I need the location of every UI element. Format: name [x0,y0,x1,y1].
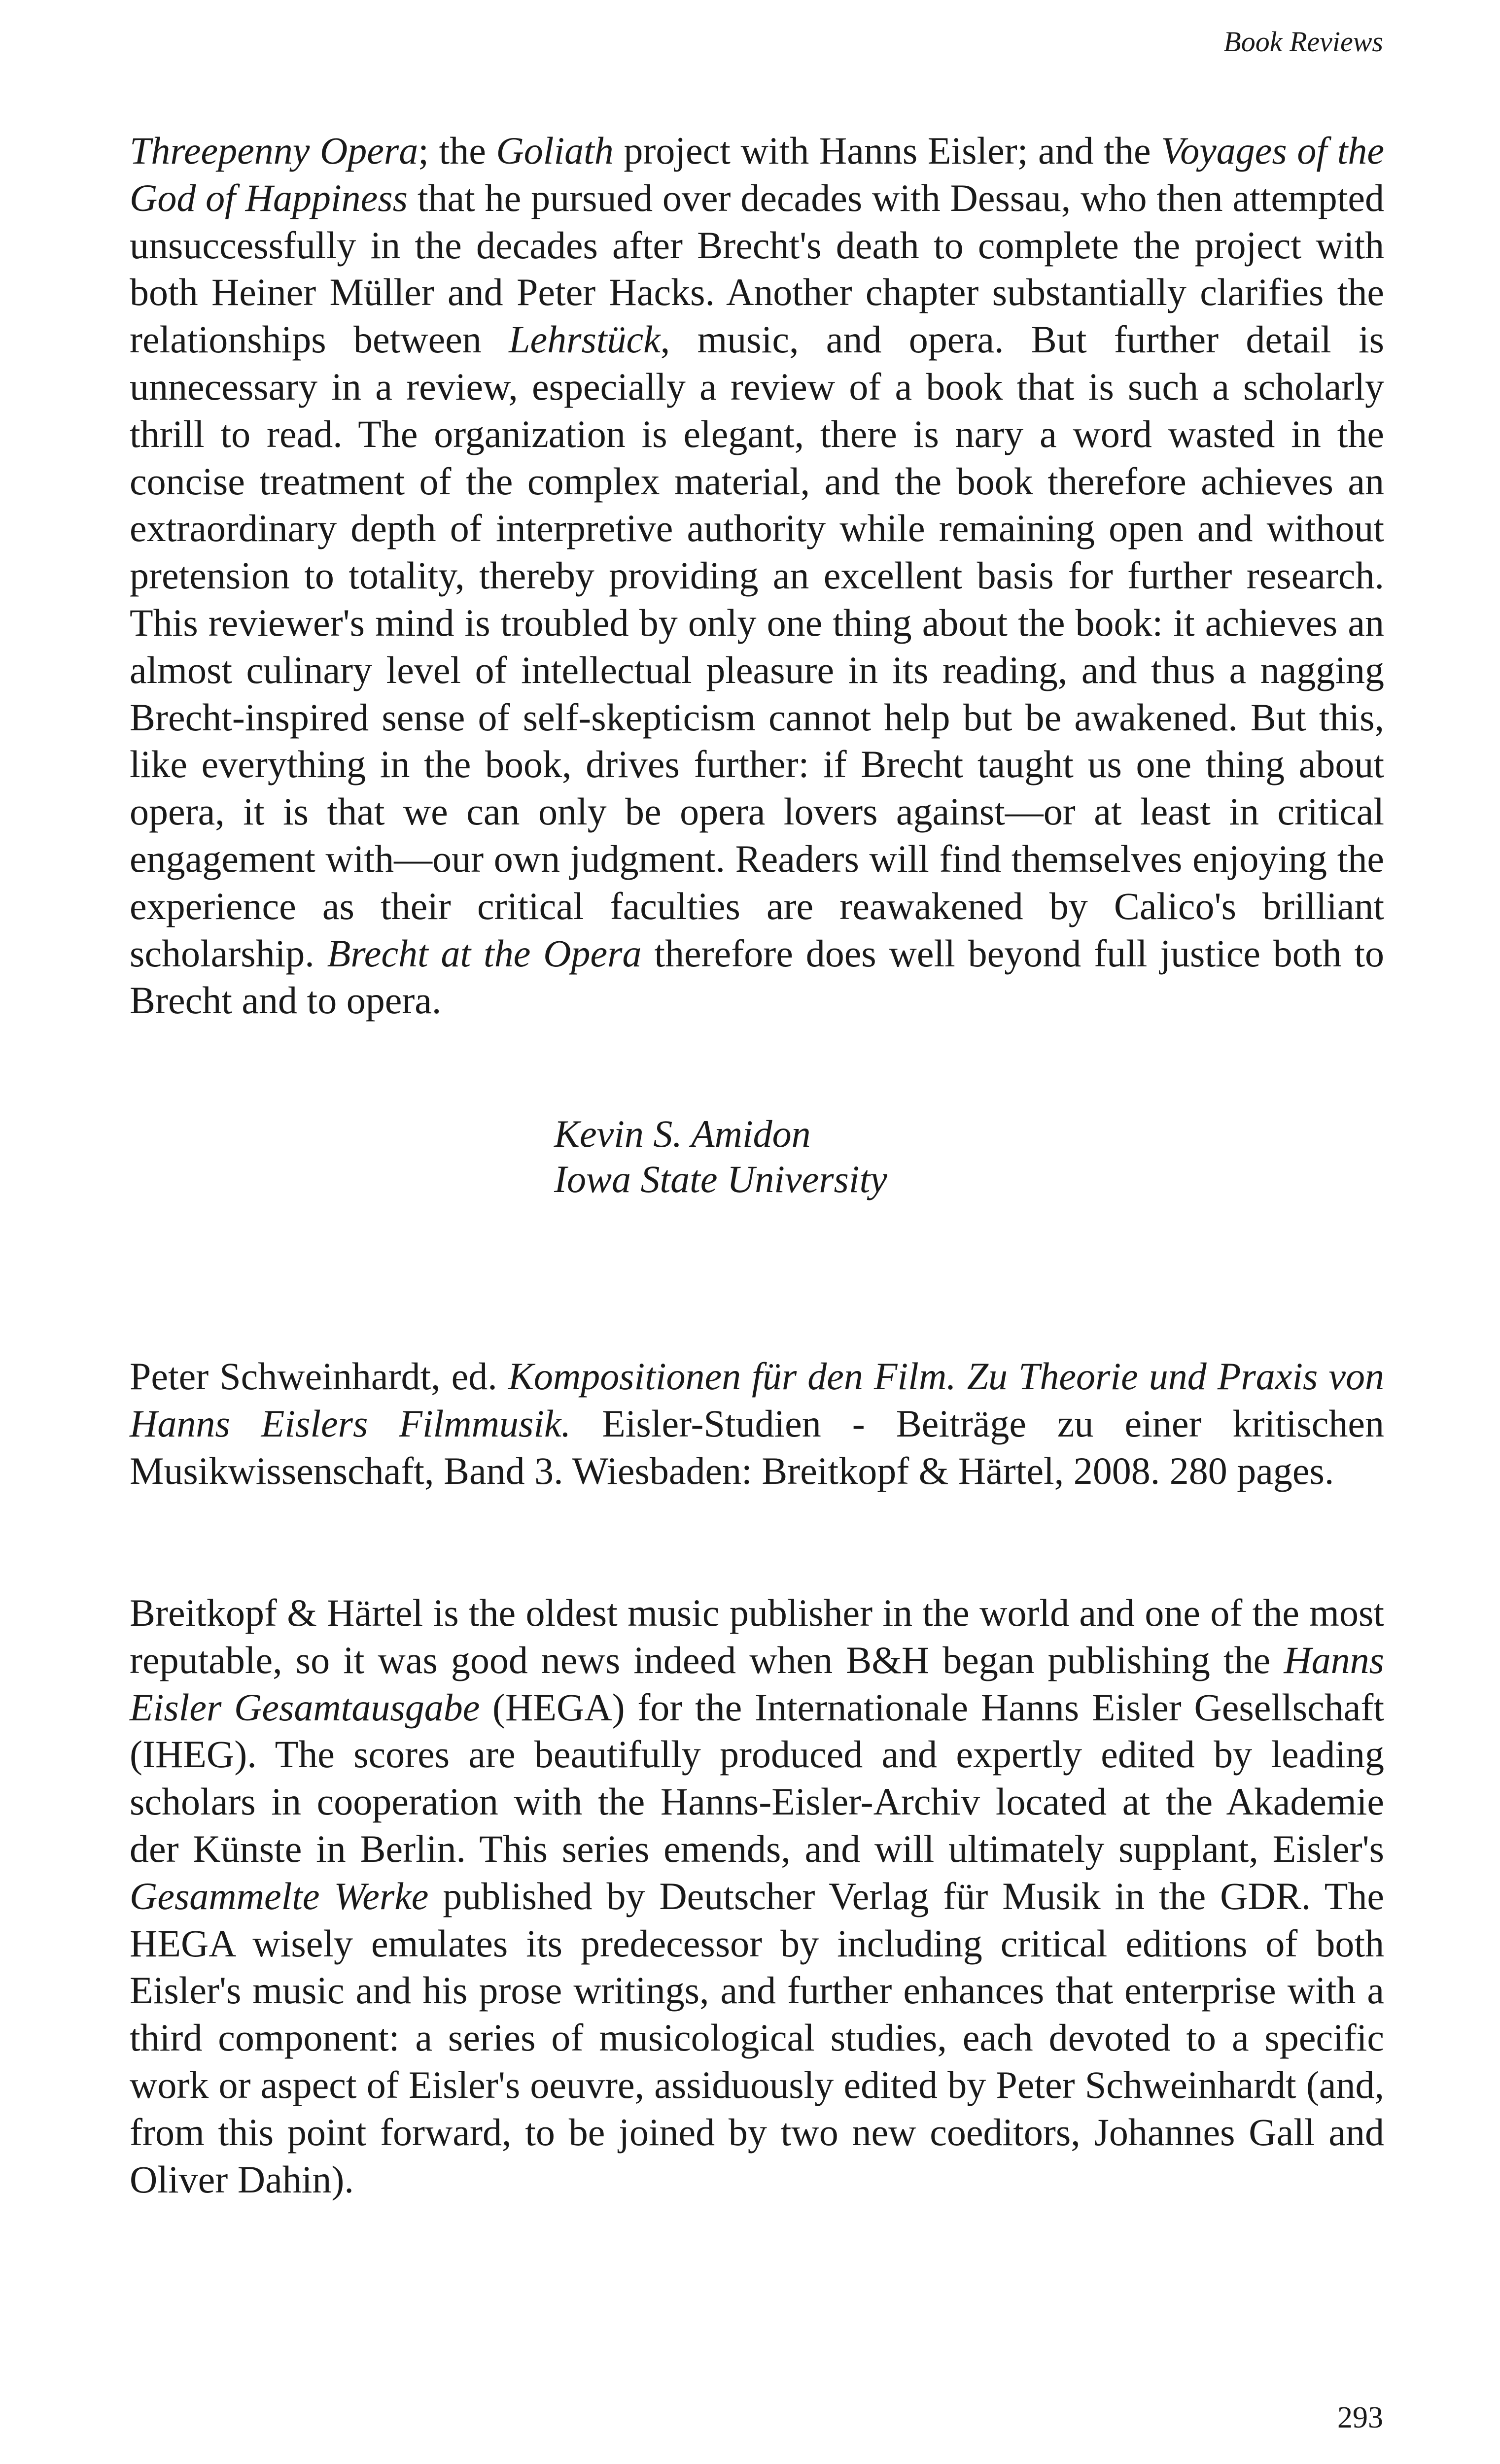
paragraph-text [130,1589,1384,2203]
page-number: 293 [1337,2401,1383,2434]
reviewer-name: Kevin S. Amidon [554,1112,811,1155]
italic-title-span: Gesammelte Werke [130,1874,429,1917]
text-span: project with Hanns Eisler; and the [613,129,1161,172]
text-span: ; the [418,129,496,172]
text-span: Breitkopf & Härtel is the oldest music publisher in the world and one of the most reputable, so it was good news indeed when B&H began publishing the [130,1591,1384,1681]
reviewer-affiliation: Iowa State University [554,1158,887,1200]
text-span: (HEGA) for the Internationale Hanns Eisler Gesellschaft (IHEG). The scores are beautifully produced and expertly edited by leading scholars in cooperation with the Hanns-Eisler-Archiv located at the Akademie der Künste in Berlin. This series emends, and will ultimately supplant, Eisler's [130,1685,1384,1870]
review-paragraph-amidon [130,127,1384,1024]
citation-text [130,1353,1384,1494]
italic-title-span: Kompositionen für den Film. Zu Theorie und Praxis von Hanns Eislers Filmmusik. [130,1355,1384,1445]
text-span: that he pursued over decades with Dessau, who then attempted unsuccessfully in the decades after Brecht's death to complete the project with both Heiner Müller and Peter Hacks. Another chapter substantially clarifies the relationships between [130,176,1384,361]
italic-title-span: Lehrstück [509,318,661,361]
review-paragraph-schweinhardt [130,1589,1384,2203]
book-citation [130,1353,1384,1494]
text-span: Peter Schweinhardt, ed. [130,1355,508,1398]
text-span: , music, and opera. But further detail is unnecessary in a review, especially a review of a book that is such a scholarly thrill to read. The organization is elegant, there is nary a word wasted in the concise treatment of the complex material, and the book therefore achieves an extraordinary depth of interpretive authority while remaining open and without pretension to totality, thereby providing an excellent basis for further research. This reviewer's mind is troubled by only one thing about the book: it achieves an almost culinary level of intellectual pleasure in its reading, and thus a nagging Brecht-inspired sense of self-skepticism cannot help but be awakened. But this, like everything in the book, drives further: if Brecht taught us one thing about opera, it is that we can only be opera lovers against—or at least in critical engagement with—our own judgment. Readers will find themselves enjoying the experience as their critical faculties are reawakened by Calico's brilliant scholarship. [130,318,1385,975]
italic-title-span: Brecht at the Opera [327,931,642,975]
reviewer-signature [554,1111,887,1202]
paragraph-text [130,127,1384,1024]
italic-title-span: Hanns Eisler Gesamtausgabe [130,1638,1384,1729]
italic-title-span: Goliath [496,129,614,172]
text-span: therefore does well beyond full justice both to Brecht and to opera. [130,931,1385,1022]
running-head: Book Reviews [1223,26,1383,58]
text-span: Eisler-Studien - Beiträge zu einer kritischen Musikwissenschaft, Band 3. Wiesbaden: Breitkopf & Härtel, 2008. 280 pages. [130,1402,1384,1492]
italic-title-span: Voyages of the God of Happiness [130,129,1384,219]
text-span: published by Deutscher Verlag für Musik in the GDR. The HEGA wisely emulates its predecessor by including critical editions of both Eisler's music and his prose writings, and further enhances that enterprise with a third component: a series of musicological studies, each devoted to a specific work or aspect of Eisler's oeuvre, assiduously edited by Peter Schweinhardt (and, from this point forward, to be joined by two new coeditors, Johannes Gall and Oliver Dahin). [130,1874,1384,2201]
italic-title-span: Threepenny Opera [130,129,419,172]
